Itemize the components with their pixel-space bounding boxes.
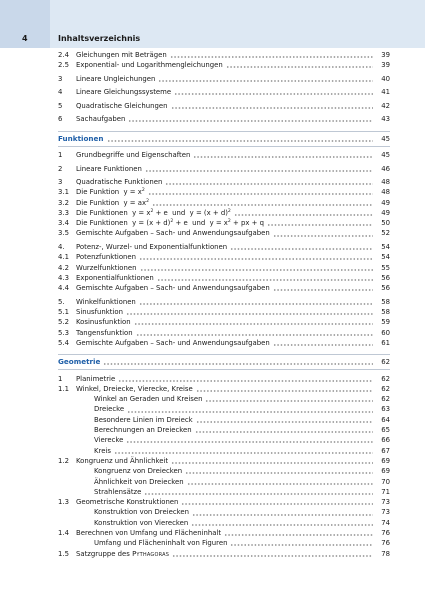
toc-entry-page: 40 xyxy=(381,74,390,83)
toc-entry-page: 43 xyxy=(381,115,390,124)
toc-entry-title: Berechnen von Umfang und Flächeninhalt xyxy=(76,529,222,538)
dot-leader xyxy=(148,193,373,195)
toc-entry[interactable] xyxy=(58,198,390,208)
toc-entry[interactable] xyxy=(58,74,390,84)
toc-entry-page: 76 xyxy=(381,539,390,548)
toc-entry-title: Gleichungen mit Beträgen xyxy=(76,51,167,59)
toc-entry-number: 3 xyxy=(58,74,63,83)
dot-leader xyxy=(145,170,373,172)
toc-entry-title: Konstruktion von Dreiecken xyxy=(94,508,190,517)
section-divider xyxy=(58,131,390,132)
toc-entry-page: 45 xyxy=(381,134,390,143)
toc-entry-page: 49 xyxy=(381,198,390,207)
toc-entry-number: 4 xyxy=(58,88,63,97)
toc-entry-number: 6 xyxy=(58,115,63,124)
toc-entry-number: 4. xyxy=(58,242,65,251)
toc-entry-title: Winkel, Dreiecke, Vierecke, Kreise xyxy=(76,384,193,393)
toc-entry-page: 69 xyxy=(381,456,390,465)
toc-entry-page: 62 xyxy=(381,374,390,383)
toc-entry[interactable] xyxy=(58,415,390,425)
toc-entry-title: Sinusfunktion xyxy=(76,307,123,316)
toc-entry-number: 1.5 xyxy=(58,549,69,558)
dot-leader xyxy=(126,313,373,315)
toc-entry-page: 73 xyxy=(381,498,390,507)
toc-entry[interactable] xyxy=(58,283,390,293)
toc-entry-title: Funktionen xyxy=(58,133,104,143)
toc-entry[interactable] xyxy=(58,187,390,197)
toc-entry-title: Lineare Funktionen xyxy=(76,164,142,173)
header-title: Inhaltsverzeichnis xyxy=(50,0,425,48)
toc-entry-title: Gemischte Aufgaben – Sach- und Anwendungsaufgaben xyxy=(76,338,270,347)
toc-entry-title: Planimetrie xyxy=(76,374,116,383)
toc-entry-title: Potenz-, Wurzel- und Exponentialfunktionen xyxy=(76,242,228,251)
dot-leader xyxy=(152,204,373,206)
dot-leader xyxy=(139,303,373,305)
dot-leader xyxy=(171,107,373,109)
dot-leader xyxy=(185,472,373,474)
toc-entry-title: Geometrie xyxy=(58,357,101,367)
toc-entry-number: 3.3 xyxy=(58,208,69,217)
toc-entry-page: 46 xyxy=(381,164,390,173)
toc-entry-page: 39 xyxy=(381,61,390,70)
dot-leader xyxy=(107,140,373,142)
dot-leader xyxy=(187,483,373,485)
dot-leader xyxy=(174,93,373,95)
toc-entry[interactable] xyxy=(58,50,390,60)
toc-entry[interactable] xyxy=(58,177,390,187)
toc-entry-page: 54 xyxy=(381,242,390,251)
dot-leader xyxy=(230,544,373,546)
dot-leader xyxy=(126,441,373,443)
dot-leader xyxy=(234,214,373,216)
dot-leader xyxy=(144,493,373,495)
toc-entry-number: 2 xyxy=(58,164,63,173)
toc-entry-page: 45 xyxy=(381,151,390,160)
toc-entry-title: Dreiecke xyxy=(94,405,125,414)
toc-entry-page: 67 xyxy=(381,446,390,455)
toc-entry[interactable] xyxy=(58,218,390,228)
dot-leader xyxy=(267,224,373,226)
section-divider xyxy=(58,369,390,370)
toc-entry[interactable] xyxy=(58,549,390,559)
toc-entry-number: 4.4 xyxy=(58,284,69,293)
toc-entry-title: Winkelfunktionen xyxy=(76,297,136,306)
dot-leader xyxy=(139,258,373,260)
toc-entry-page: 39 xyxy=(381,51,390,59)
toc-entry-number: 5.1 xyxy=(58,307,69,316)
toc-entry-page: 61 xyxy=(381,338,390,347)
toc-entry-number: 1.1 xyxy=(58,384,69,393)
toc-entry[interactable] xyxy=(58,446,390,456)
toc-entry[interactable] xyxy=(58,317,390,327)
toc-entry-page: 48 xyxy=(381,188,390,197)
toc-entry-title: Gemischte Aufgaben – Sach- und Anwendungsaufgaben xyxy=(76,284,270,293)
toc-entry[interactable] xyxy=(58,477,390,487)
toc-entry-page: 58 xyxy=(381,297,390,306)
toc-entry-page: 52 xyxy=(381,229,390,238)
toc-entry[interactable] xyxy=(58,538,390,548)
toc-entry-number: 5. xyxy=(58,297,65,306)
dot-leader xyxy=(181,503,373,505)
dot-leader xyxy=(170,56,373,58)
toc-section-heading[interactable] xyxy=(58,357,390,367)
toc-entry-page: 62 xyxy=(381,358,390,367)
toc-entry-title: Winkel an Geraden und Kreisen xyxy=(94,395,203,404)
toc-entry-title: Quadratische Gleichungen xyxy=(76,101,168,110)
toc-entry-title: Kongruenz und Ähnlichkeit xyxy=(76,456,169,465)
section-divider xyxy=(58,146,390,147)
toc-entry[interactable] xyxy=(58,114,390,124)
toc-entry-number: 1.2 xyxy=(58,456,69,465)
toc-entry-title: Kosinusfunktion xyxy=(76,318,131,327)
dot-leader xyxy=(226,66,373,68)
toc-entry-number: 4.1 xyxy=(58,253,69,262)
toc-entry[interactable] xyxy=(58,242,390,252)
toc-entry[interactable] xyxy=(58,374,390,384)
toc-entry[interactable] xyxy=(58,101,390,111)
toc-entry-number: 5.3 xyxy=(58,328,69,337)
toc-entry-title: Potenzfunktionen xyxy=(76,253,137,262)
toc-entry[interactable] xyxy=(58,384,390,394)
dot-leader xyxy=(196,421,373,423)
toc-entry-title: Lineare Ungleichungen xyxy=(76,74,156,83)
dot-leader xyxy=(196,390,373,392)
toc-entry[interactable] xyxy=(58,87,390,97)
toc-entry-page: 41 xyxy=(381,88,390,97)
toc-entry-title: Exponentialfunktionen xyxy=(76,273,154,282)
dot-leader xyxy=(172,555,373,557)
toc-entry-number: 3.1 xyxy=(58,188,69,197)
toc-entry-title: Wurzelfunktionen xyxy=(76,263,137,272)
toc-entry-page: 71 xyxy=(381,487,390,496)
dot-leader xyxy=(171,462,373,464)
toc-entry[interactable] xyxy=(58,518,390,528)
toc-entry-page: 54 xyxy=(381,253,390,262)
toc-entry-title: Berechnungen an Dreiecken xyxy=(94,426,192,435)
toc-entry-title: Vierecke xyxy=(94,436,124,445)
toc-entry-page: 70 xyxy=(381,477,390,486)
toc-entry-number: 1.4 xyxy=(58,529,69,538)
toc-entry[interactable] xyxy=(58,497,390,507)
toc-entry-page: 65 xyxy=(381,426,390,435)
toc-entry[interactable] xyxy=(58,487,390,497)
toc-entry[interactable] xyxy=(58,208,390,218)
toc-entry[interactable] xyxy=(58,273,390,283)
section-divider xyxy=(58,354,390,355)
toc-entry-page: 50 xyxy=(381,219,390,228)
toc-entry-page: 55 xyxy=(381,263,390,272)
dot-leader xyxy=(127,411,373,413)
toc-entry-number: 5.4 xyxy=(58,338,69,347)
dot-leader xyxy=(191,524,373,526)
toc-entry[interactable] xyxy=(58,338,390,348)
toc-entry-title: Die Funktionen $y = (x + d)^2 + e$ und $y = x^2$ + px + q xyxy=(76,219,264,228)
toc-entry[interactable] xyxy=(58,164,390,174)
toc-entry-number: 3.2 xyxy=(58,198,69,207)
dot-leader xyxy=(273,235,373,237)
toc-entry-title: Kongruenz von Dreiecken xyxy=(94,467,183,476)
toc-entry-title: Lineare Gleichungssysteme xyxy=(76,88,172,97)
toc-entry-title: Ähnlichkeit von Dreiecken xyxy=(94,477,184,486)
toc-entry-page: 58 xyxy=(381,307,390,316)
toc-entry-title: Satzgruppe des Pythagoras xyxy=(76,549,170,558)
dot-leader xyxy=(273,289,373,291)
toc-entry-page: 48 xyxy=(381,177,390,186)
dot-leader xyxy=(128,120,373,122)
dot-leader xyxy=(205,400,373,402)
toc-entry-page: 59 xyxy=(381,318,390,327)
toc-entry[interactable] xyxy=(58,328,390,338)
toc-entry-title: Konstruktion von Vierecken xyxy=(94,518,189,527)
toc-entry-number: 5.2 xyxy=(58,318,69,327)
toc-entry-number: 1 xyxy=(58,151,63,160)
toc-entry[interactable] xyxy=(58,435,390,445)
toc-entry-page: 60 xyxy=(381,328,390,337)
toc-entry-number: 3 xyxy=(58,177,63,186)
toc-entry-title: Exponential- und Logarithmengleichungen xyxy=(76,61,223,70)
toc-entry[interactable] xyxy=(58,404,390,414)
toc-entry-page: 56 xyxy=(381,284,390,293)
toc-entry-page: 69 xyxy=(381,467,390,476)
dot-leader xyxy=(136,334,373,336)
page-header xyxy=(0,0,425,48)
toc-entry-title: Die Funktion $y = ax^2$ xyxy=(76,198,150,207)
dot-leader xyxy=(103,363,373,365)
dot-leader xyxy=(195,431,373,433)
dot-leader xyxy=(114,452,373,454)
toc-entry-page: 73 xyxy=(381,508,390,517)
toc-entry-number: 5 xyxy=(58,101,63,110)
toc-entry-page: 56 xyxy=(381,273,390,282)
toc-entry-title: Grundbegriffe und Eigenschaften xyxy=(76,151,191,160)
toc-entry-title: Tangensfunktion xyxy=(76,328,133,337)
toc-entry[interactable] xyxy=(58,297,390,307)
toc-entry[interactable] xyxy=(58,507,390,517)
dot-leader xyxy=(193,156,373,158)
toc-entry-title: Gemischte Aufgaben – Sach- und Anwendungsaufgaben xyxy=(76,229,270,238)
toc-entry[interactable] xyxy=(58,394,390,404)
toc-entry[interactable] xyxy=(58,307,390,317)
toc-entry-number: 2.5 xyxy=(58,61,69,70)
toc-entry-title: Kreis xyxy=(94,446,111,455)
toc-entry-page: 76 xyxy=(381,529,390,538)
toc-section-heading[interactable] xyxy=(58,134,390,144)
toc-entry-title: Besondere Linien im Dreieck xyxy=(94,415,193,424)
toc-entry-number: 4.3 xyxy=(58,273,69,282)
toc-entry-number: 1.3 xyxy=(58,498,69,507)
toc-entry-page: 49 xyxy=(381,208,390,217)
toc-entry-title: Die Funktionen $y = x^2 + e$ und $y = (x + d)^2$ xyxy=(76,208,231,217)
toc-entry[interactable] xyxy=(58,228,390,238)
dot-leader xyxy=(192,514,373,516)
toc-entry-page: 62 xyxy=(381,384,390,393)
toc-entry-page: 63 xyxy=(381,405,390,414)
toc-entry-page: 74 xyxy=(381,518,390,527)
toc-entry-title: Sachaufgaben xyxy=(76,115,126,124)
toc-entry-number: 3.4 xyxy=(58,219,69,228)
toc-entry-number: 2.4 xyxy=(58,51,69,59)
toc-entry-title: Geometrische Konstruktionen xyxy=(76,498,179,507)
toc-entry-title: Strahlensätze xyxy=(94,487,142,496)
toc-entry-title: Quadratische Funktionen xyxy=(76,177,163,186)
toc-entry-title: Die Funktion $y = x^2$ xyxy=(76,188,145,197)
dot-leader xyxy=(157,279,373,281)
dot-leader xyxy=(134,323,373,325)
toc-entry[interactable] xyxy=(58,528,390,538)
toc-entry-number: 1 xyxy=(58,374,63,383)
toc-entry[interactable] xyxy=(58,456,390,466)
toc-entry[interactable] xyxy=(58,252,390,262)
toc-entry-page: 64 xyxy=(381,415,390,424)
dot-leader xyxy=(140,269,374,271)
toc-entry-number: 3.5 xyxy=(58,229,69,238)
dot-leader xyxy=(224,534,373,536)
dot-leader xyxy=(165,183,373,185)
toc-entry[interactable] xyxy=(58,60,390,70)
dot-leader xyxy=(230,248,373,250)
toc-entry-page: 78 xyxy=(381,549,390,558)
toc-entry-page: 62 xyxy=(381,395,390,404)
toc-entry-page: 66 xyxy=(381,436,390,445)
toc-entry[interactable] xyxy=(58,150,390,160)
table-of-contents xyxy=(58,50,390,559)
dot-leader xyxy=(118,380,373,382)
page-number: 4 xyxy=(0,0,50,48)
toc-entry[interactable] xyxy=(58,263,390,273)
toc-entry-title: Umfang und Flächeninhalt von Figuren xyxy=(94,539,228,548)
toc-entry[interactable] xyxy=(58,466,390,476)
dot-leader xyxy=(273,344,373,346)
toc-entry-number: 4.2 xyxy=(58,263,69,272)
toc-entry-page: 42 xyxy=(381,101,390,110)
toc-entry[interactable] xyxy=(58,425,390,435)
dot-leader xyxy=(158,80,373,82)
